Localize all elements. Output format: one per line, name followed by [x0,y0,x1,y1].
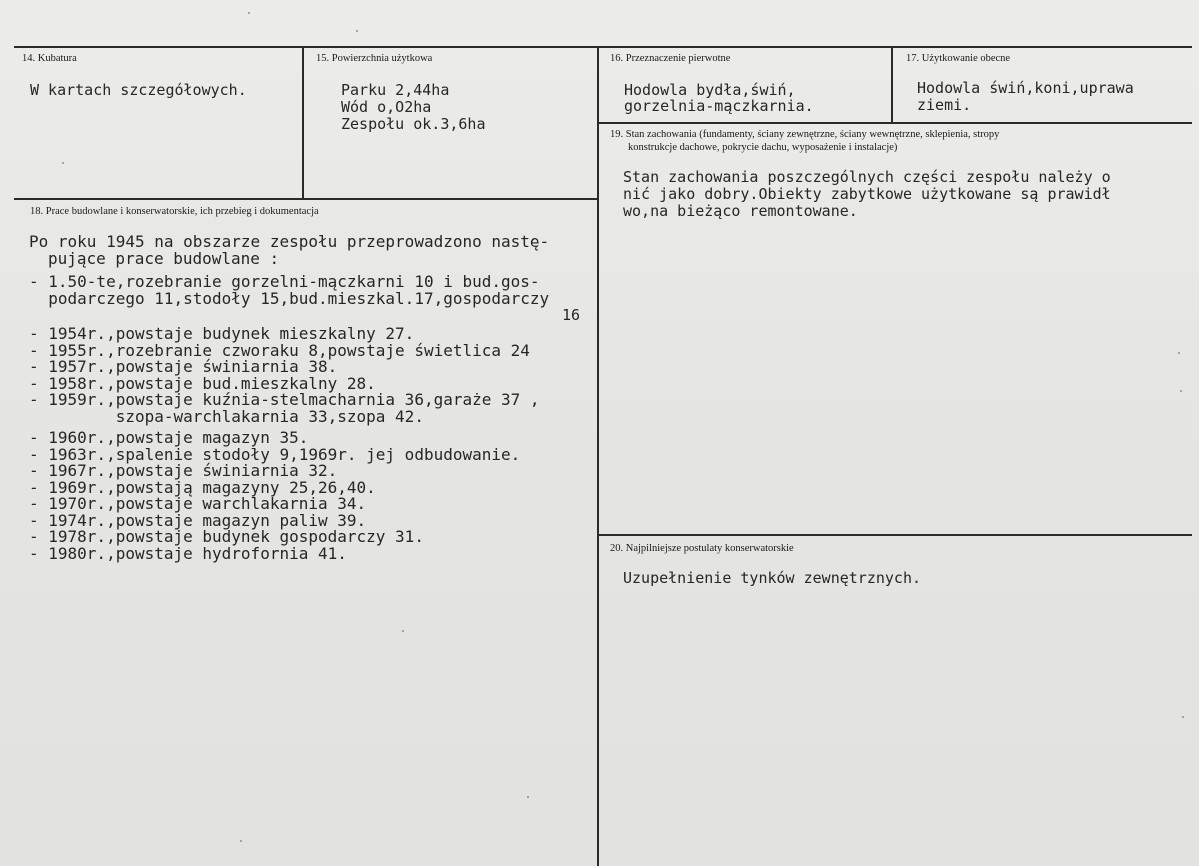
scan-speck [1182,716,1184,718]
scan-speck [527,796,529,798]
scan-speck [402,630,404,632]
prace-label: 18. Prace budowlane i konserwatorskie, ich przebieg i dokumentacja [30,206,319,217]
scan-speck [1180,390,1182,392]
przeznaczenie-label: 16. Przeznaczenie pierwotne [610,53,731,64]
prace-entry: - 1958r.,powstaje bud.mieszkalny 28. [29,373,376,393]
prace-entry: - 1978r.,powstaje budynek gospodarczy 31. [29,527,424,546]
divider-14-15 [302,46,304,198]
prace-entry: - 1980r.,powstaje hydrofornia 41. [29,543,347,563]
stan-line: nić jako dobry.Obiekty zabytkowe użytkowane są prawidł [623,185,1111,203]
rule-above-20 [598,534,1192,536]
stan-line: Stan zachowania poszczególnych części zespołu należy o [623,168,1111,186]
stan-line: wo,na bieżąco remontowane. [623,202,858,220]
kubatura-value: W kartach szczegółowych. [30,81,247,99]
scan-speck [248,12,250,14]
prace-entry: - 1969r.,powstają magazyny 25,26,40. [29,477,376,497]
powierzchnia-line: Zespołu ok.3,6ha [341,115,486,133]
prace-entry: - 1963r.,spalenie stodoły 9,1969r. jej odbudowanie. [29,444,521,464]
postulaty-label: 20. Najpilniejsze postulaty konserwatorskie [610,543,794,554]
scan-speck [62,162,64,164]
powierzchnia-line: Parku 2,44ha [341,81,450,99]
przeznaczenie-line: gorzelnia-mączkarnia. [624,97,814,115]
prace-entry: - 1959r.,powstaje kuźnia-stelmacharnia 36,garaże 37 , [29,390,540,409]
scan-speck [240,840,242,842]
rule-under-16-17 [598,122,1192,124]
scan-speck [1178,352,1180,354]
przeznaczenie-line: Hodowla bydła,świń, [624,81,796,99]
prace-entry: - 1960r.,powstaje magazyn 35. [29,428,309,447]
stan-label: 19. Stan zachowania (fundamenty, ściany zewnętrzne, ściany wewnętrzne, sklepienia, stropy [610,129,1000,140]
powierzchnia-line: Wód o,O2ha [341,98,432,116]
prace-entry: - 1970r.,powstaje warchlakarnia 34. [29,494,367,513]
uzytkowanie-label: 17. Użytkowanie obecne [906,53,1011,64]
top-rule [14,46,1192,48]
uzytkowanie-line: Hodowla świń,koni,uprawa [917,79,1134,97]
stan-label-cont: konstrukcje dachowe, pokrycie dachu, wyposażenie i instalacje) [628,142,898,153]
prace-entry: - 1954r.,powstaje budynek mieszkalny 27. [29,324,415,343]
prace-entry: - 1.50-te,rozebranie gorzelni-mączkarni 10 i bud.gos- [29,272,540,291]
prace-entry: podarczego 11,stodoły 15,bud.mieszkal.17,gospodarczy [29,289,550,308]
prace-entry: - 1955r.,rozebranie czworaku 8,powstaje świetlica 24 [29,340,530,360]
divider-16-17 [891,46,893,122]
prace-entry: szopa-warchlakarnia 33,szopa 42. [29,406,424,426]
prace-intro-line: Po roku 1945 na obszarze zespołu przeprowadzono nastę- [29,232,550,251]
prace-entry: - 1974r.,powstaje magazyn paliw 39. [29,510,367,530]
center-divider [597,46,599,866]
uzytkowanie-line: ziemi. [917,96,972,114]
rule-under-row1-left [14,198,598,200]
kubatura-label: 14. Kubatura [22,53,77,64]
prace-intro-line: pujące prace budowlane : [48,249,280,268]
powierzchnia-label: 15. Powierzchnia użytkowa [316,53,433,64]
scan-speck [356,30,358,32]
prace-entry-tail: 16 [562,306,581,324]
postulaty-line: Uzupełnienie tynków zewnętrznych. [623,569,922,587]
prace-entry: - 1967r.,powstaje świniarnia 32. [29,461,338,480]
prace-entry: - 1957r.,powstaje świniarnia 38. [29,357,338,376]
